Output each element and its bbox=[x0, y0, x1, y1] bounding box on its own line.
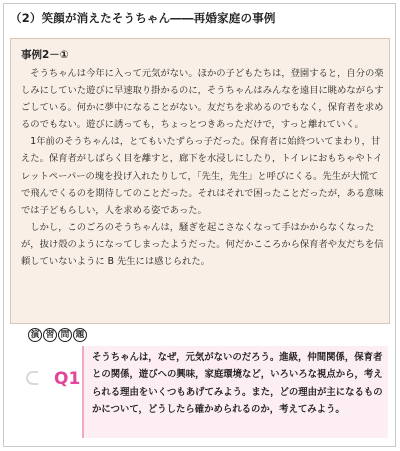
case-paragraph: 1年前のそうちゃんは，とてもいたずらっ子だった。保育者に始終ついてまわり，甘えた。保育者がしばらく目を離すと，廊下を水浸しにしたり，トイレにおもちゃやトイレットペーパーの塊を投げ入れたりして，「先生，先生」と呼びにくる。先生が大慌てで飛んでくるのを期待してのことだった。それはそれで困ったことだったが，ある意味では子どもらしい，人を求める姿であった。 bbox=[21, 136, 384, 216]
exercise-badge-char: 習 bbox=[43, 328, 57, 342]
exercise-badge-char: 問 bbox=[58, 328, 72, 342]
hook-decoration-icon bbox=[26, 371, 38, 385]
question-box bbox=[82, 346, 388, 438]
case-body bbox=[21, 65, 385, 270]
question-label: Q1 bbox=[54, 369, 81, 389]
exercise-badge bbox=[28, 328, 87, 342]
exercise-badge-char: 題 bbox=[73, 328, 87, 342]
case-paragraph: しかし，このごろのそうちゃんは，騒ぎを起こさなくなって手はかからなくなったが，抜け殻のようになってしまったようだった。何だかこころから保育者や友だちを信頼していないように B 先生には感じられた。 bbox=[21, 221, 384, 268]
case-study-box bbox=[10, 38, 390, 324]
question-text: そうちゃんは，なぜ，元気がないのだろう。進級，仲間関係，保育者との関係，遊びへの興味，家庭環境など，いろいろな視点から，考えられる理由をいくつもあげてみよう。また，どの理由が主になるものかについて，どうしたら確かめられるのか，考えてみよう。 bbox=[92, 352, 383, 416]
case-heading: 事例2－① bbox=[21, 49, 69, 61]
section-title: （2）笑顔が消えたそうちゃん――再婚家庭の事例 bbox=[10, 11, 276, 25]
case-paragraph: そうちゃんは今年に入って元気がない。ほかの子どもたちは，登園すると，自分の楽しみにしていた遊びに早速取り掛かるのに，そうちゃんはみんなを遠目に眺めながらすごしている。何かに夢中になることがない。友だちを求めるのでもなく，保育者を求めるのでもない。遊びに誘っても，ちょっとつきあっただけで，すっと離れていく。 bbox=[21, 68, 384, 131]
exercise-badge-char: 演 bbox=[28, 328, 42, 342]
